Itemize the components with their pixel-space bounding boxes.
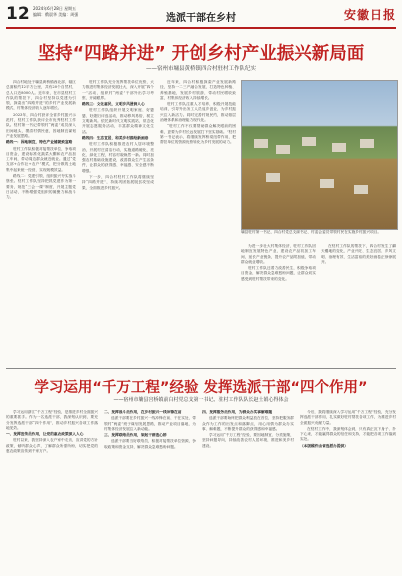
subheading: 三、发挥联络员作用，架起干群连心桥 [104, 433, 167, 438]
subheading: 一、发挥宣传员作用，让党的惠农政策深入人心 [6, 432, 84, 437]
article1-column-3 [160, 80, 236, 362]
article-divider [6, 368, 396, 369]
article1-column-1 [6, 80, 76, 362]
paragraph: 驻村工作队还着力改善民生，积极争取项目资金，解决群众急难愁盼问题，让群众切实感受到驻村帮扶带来的变化。 [241, 266, 316, 281]
paragraph: 2023年，四合村获评全省乡村振兴示范村，驻村工作队获评全市优秀驻村工作队。驻村第一书记带领村“两委”成员深入田间地头，摸清村情民意，因地制宜谋划产业发展思路。 [6, 112, 76, 138]
subheading: 路线四：生态宜居，和美乡村描绘新画卷 [82, 135, 149, 140]
village-aerial-photo [241, 80, 398, 230]
newspaper-logo: 安徽日报 [343, 8, 396, 22]
paragraph: 路线二：党建引领，组织振兴夯实战斗堡垒。驻村工作队坚持把抓党建作为第一要务，规范“三会一课”制度，开展主题党日活动，不断增强党组织的凝聚力和战斗力。 [6, 174, 76, 200]
paragraph: “驻村工作不仅要帮助群众解决眼前的困难，更要为乡村长远发展打下坚实基础。”驻村第一书记表示，将继续发挥桥梁纽带作用，把帮扶单位的资源优势转化为乡村发展的动力。 [160, 124, 236, 145]
date-line: 2024年6月28日 星期五 [33, 6, 77, 11]
paragraph: 下一步，四合村驻村工作队将继续坚持“四路并进”，持续巩固拓展脱贫攻坚成果，全面推进乡村振兴。 [82, 175, 154, 190]
article2-column-3 [202, 410, 294, 570]
source-note: （本版稿件由省选派办提供） [300, 443, 348, 448]
paragraph: 在驻村工作队的帮扶下，四合村发生了翻天覆地的变化，产业兴旺、生态宜居、乡风文明、治理有效、生活富裕的美好画卷正徐徐展开。 [321, 244, 396, 264]
paragraph: 驻村以来，我坚持深入农户家中走访，宣讲党的方针政策，倾听群众心声，了解群众所需所盼，切实把党的惠农政策宣传到千家万户。 [6, 438, 98, 454]
photo-caption: 墉县驻村第一书记、四合村党总支副书记、村委会委员带领村民在实施乡村振兴项目。 [241, 230, 382, 234]
article1-headline: 坚持“四路并进” 开创乡村产业振兴新局面 [37, 44, 365, 64]
article2-column-4 [300, 410, 396, 570]
paragraph: 学习运用浙江“千万工程”经验，是推进乡村全面振兴的重要抓手。作为一名选派干部，我深刻认识到，要充分发挥选派干部“四个作用”，推动乡村振兴各项工作落地见效。 [6, 410, 98, 430]
paragraph: 学习运用“千万工程”经验，要因地制宜、分类施策，坚持问题导向，持续改善农村人居环境，推进和美乡村建设。 [202, 433, 294, 448]
page-number: 12 [6, 4, 30, 24]
paragraph: 近年来，四合村积极探索产业发展新路径，坚持一二三产融合发展，打造特色种植、养殖基地，发展乡村旅游，带动村民增收致富，村集体经济收入持续增长。 [160, 80, 236, 100]
article1-column-4b [321, 244, 396, 362]
article1-column-2 [82, 80, 154, 362]
paragraph: 驻村工作队积极对接帮扶单位，争取项目资金，建设标准化蔬菜大棚和农产品加工车间，带动周边群众就近就业。通过“党支部+合作社+农户”模式，把分散的土地集中起来统一经营，实现规模效益。 [6, 146, 76, 172]
article1-subtitle: ——宿州市墉县黄桥镇四合村驻村工作队纪实 [145, 66, 256, 72]
article2-subtitle: ——宿州市墉县宫桥镇前白村党总支第一书记、驻村工作队队长赵士娟心得体会 [113, 397, 289, 403]
paragraph: 今后，我将继续深入学习运用“千万工程”经验，充分发挥选派干部作用，扎实做好驻村帮扶各项工作，为推进乡村全面振兴贡献力量。 [300, 410, 396, 425]
section-title: 选派干部在乡村 [166, 13, 236, 24]
header-rule [6, 27, 396, 29]
article1-column-4a [241, 244, 316, 362]
paragraph: 选派干部要当好联络员，积极对接帮扶单位资源，争取政策和资金支持，解决群众急难愁盼问题。 [104, 439, 196, 449]
editor-line: 编辑：俄晨华 美编：周强 [33, 11, 79, 17]
paragraph: 驻村工作队充分发挥帮扶单位优势，大力推进村集体经济发展壮大，深入开展“四个一”活动，组织村“两委”干部外出学习考察，开阔眼界。 [82, 80, 154, 100]
paragraph: 驻村工作队注重人才培养，积极开展技能培训，引导外出务工人员返乡创业，为乡村振兴注入新活力。同时完善村规民约，推动基层治理体系和治理能力现代化。 [160, 102, 236, 123]
paragraph: 驻村工作队积极推进农村人居环境整治，开展村庄清洁行动，实施道路硬化、亮化、绿化工程，村容村貌焕然一新。同时加强农村基础设施建设，改善群众生产生活条件，让群众的获得感、幸福感、安全感不断增强。 [82, 142, 154, 173]
paragraph: 选派干部要在乡村振兴一线冲锋在前、干在实处，带领村“两委”班子谋划发展思路，推动产业项目落地，为村集体经济发展注入新动能。 [104, 416, 196, 431]
subheading: 四、发挥服务员作用，为群众办实事解难题 [202, 410, 273, 414]
page-header [6, 4, 396, 26]
paragraph: 选派干部要始终把群众利益放在首位，坚持把服务群众作为工作的出发点和落脚点，用心用情为群众办实事、解难题，不断提升群众的获得感和幸福感。 [202, 416, 294, 431]
paragraph: 驻村工作队组织开展文明家庭、好婆婆、好媳妇评选活动，推动移风易俗，树立文明新风。依托新时代文明实践站，常态化开展志愿服务活动，丰富群众精神文化生活。 [82, 108, 154, 134]
subheading: 二、发挥战斗员作用，在乡村振兴一线冲锋在前 [104, 410, 182, 414]
article2-headline: 学习运用“千万工程”经验 发挥选派干部“四个作用” [34, 380, 368, 396]
article2-column-2 [104, 410, 196, 570]
issue-meta [33, 6, 78, 17]
subheading: 路线一：因地制宜，特色产业铺就致富路 [6, 140, 73, 145]
paragraph: 四合村地处于墉县黄桥镇西北部，辖区总面积约12平方公里，共有20个自然村，总人口近8000人。近年来，在市县驻村工作队的帮扶下，四合村坚持以党建为引领，探索出“四路并进”的乡村产业发展新模式，村集体经济收入逐年增长。 [6, 80, 76, 111]
paragraph: 在驻村工作中，我深刻体会到，只有真正沉下身子、扑下心来，才能赢得群众的信任和支持，才能把各项工作落到实处。 [300, 426, 396, 442]
subheading: 路线三：文化惠民，文明乡风浸润人心 [82, 102, 145, 107]
paragraph: 为进一步壮大村集体经济，驻村工作队因地制宜发展特色产业，建设农产品初加工车间，延长产业链条，提升农产品附加值，带动群众就业增收。 [241, 244, 316, 264]
article2-column-1 [6, 410, 98, 570]
